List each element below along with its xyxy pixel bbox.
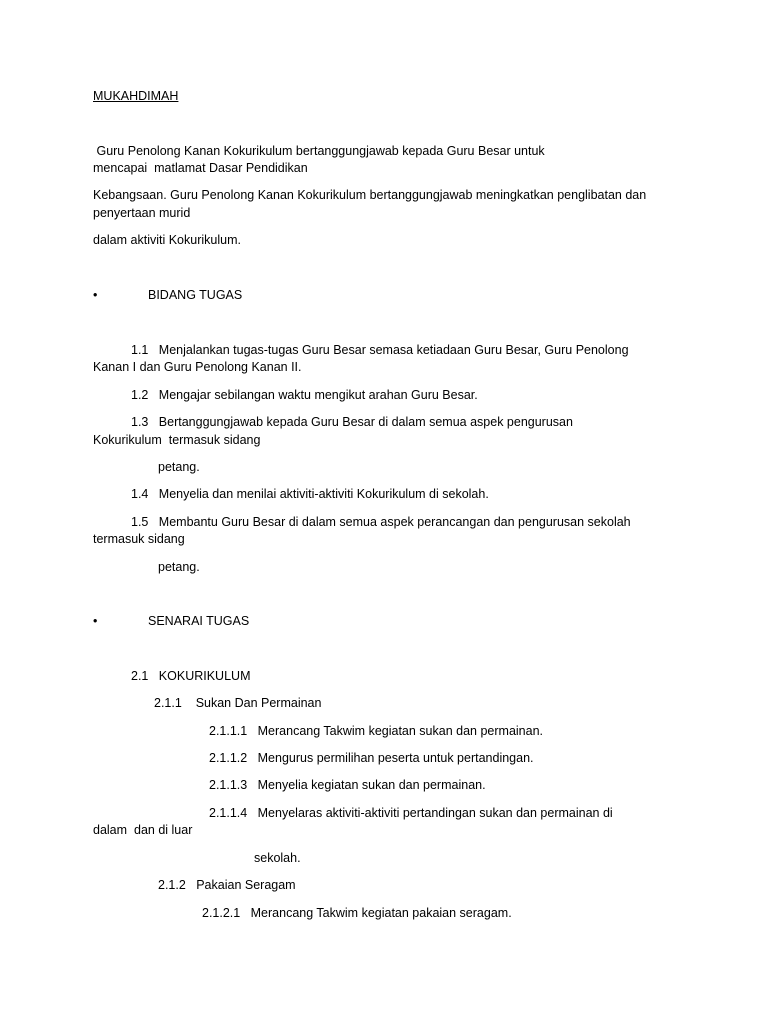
list-item: 2.1.2.1 Merancang Takwim kegiatan pakaian seragam. <box>202 906 512 920</box>
list-item-continuation: sekolah. <box>254 851 301 865</box>
subsection-title: 2.1 KOKURIKULUM <box>131 669 251 683</box>
list-item: 1.4 Menyelia dan menilai aktiviti-aktiviti Kokurikulum di sekolah. <box>131 487 489 501</box>
intro-line: Guru Penolong Kanan Kokurikulum bertanggungjawab kepada Guru Besar untuk <box>93 144 545 158</box>
subsection-title: 2.1.2 Pakaian Seragam <box>158 878 296 892</box>
list-item: 2.1.1.3 Menyelia kegiatan sukan dan permainan. <box>209 778 486 792</box>
list-item: 1.5 Membantu Guru Besar di dalam semua aspek perancangan dan pengurusan sekolah <box>131 515 631 529</box>
section-title-bidang-tugas: BIDANG TUGAS <box>148 288 243 302</box>
list-item-continuation: petang. <box>158 560 200 574</box>
list-item-continuation: Kanan I dan Guru Penolong Kanan II. <box>93 360 302 374</box>
list-item-continuation: termasuk sidang <box>93 532 185 546</box>
list-item: 1.1 Menjalankan tugas-tugas Guru Besar semasa ketiadaan Guru Besar, Guru Penolong <box>131 343 629 357</box>
list-item: 2.1.1.2 Mengurus permilihan peserta untuk pertandingan. <box>209 751 534 765</box>
bullet-icon: • <box>93 288 98 302</box>
list-item-continuation: petang. <box>158 460 200 474</box>
intro-line: dalam aktiviti Kokurikulum. <box>93 233 241 247</box>
subsection-title: 2.1.1 Sukan Dan Permainan <box>154 696 322 710</box>
section-title-senarai-tugas: SENARAI TUGAS <box>148 614 250 628</box>
intro-line: mencapai matlamat Dasar Pendidikan <box>93 161 308 175</box>
list-item: 2.1.1.1 Merancang Takwim kegiatan sukan dan permainan. <box>209 724 543 738</box>
bullet-icon: • <box>93 614 98 628</box>
list-item: 1.3 Bertanggungjawab kepada Guru Besar di dalam semua aspek pengurusan <box>131 415 573 429</box>
list-item: 2.1.1.4 Menyelaras aktiviti-aktiviti pertandingan sukan dan permainan di <box>209 806 613 820</box>
list-item-continuation: dalam dan di luar <box>93 823 193 837</box>
list-item: 1.2 Mengajar sebilangan waktu mengikut arahan Guru Besar. <box>131 388 478 402</box>
list-item-continuation: Kokurikulum termasuk sidang <box>93 433 261 447</box>
intro-line: penyertaan murid <box>93 206 191 220</box>
document-heading: MUKAHDIMAH <box>93 89 179 103</box>
intro-line: Kebangsaan. Guru Penolong Kanan Kokurikulum bertanggungjawab meningkatkan penglibatan dan <box>93 188 647 202</box>
